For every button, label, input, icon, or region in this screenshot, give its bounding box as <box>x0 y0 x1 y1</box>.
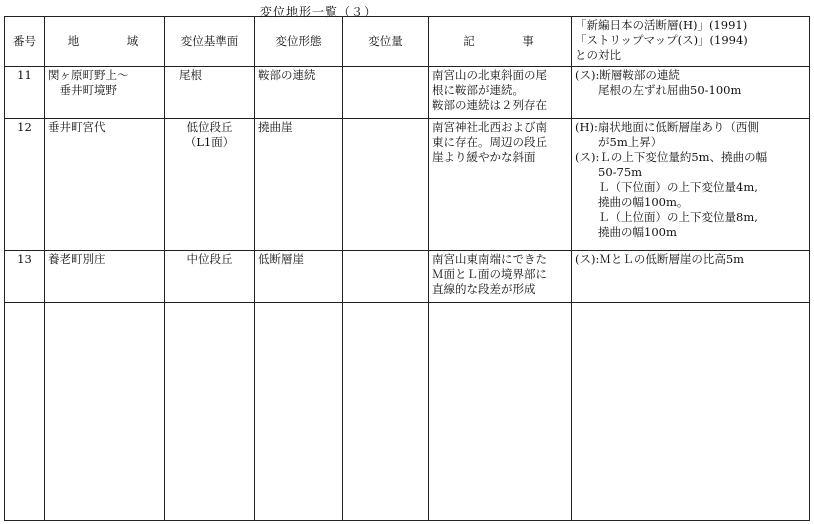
cell-form: 鞍部の連続 <box>255 67 343 119</box>
cell-ref <box>572 67 810 119</box>
note-line: 直線的な段差が形成 <box>432 282 536 296</box>
empty-cell <box>429 303 572 521</box>
header-note: 記 事 <box>429 17 572 67</box>
cell-no: 12 <box>5 119 45 251</box>
cell-area <box>45 67 165 119</box>
base-line: 尾根 <box>179 68 202 82</box>
header-amount: 変位量 <box>343 17 429 67</box>
cell-ref <box>572 119 810 251</box>
page-title: 変位地形一覧（３） <box>260 5 378 19</box>
header-base: 変位基準面 <box>165 17 255 67</box>
cell-form: 低断層崖 <box>255 251 343 303</box>
table-row <box>5 119 810 251</box>
header-row <box>5 17 810 67</box>
cell-note <box>429 119 572 251</box>
cell-note <box>429 251 572 303</box>
note-line: 南宮山東南端にできた <box>432 252 547 266</box>
header-ref <box>572 17 810 67</box>
empty-cell <box>572 303 810 521</box>
cell-amount <box>343 119 429 251</box>
ref-line: 50-75m <box>575 165 643 179</box>
ref-line: 撓曲の幅100m <box>575 225 677 239</box>
header-ref-line: との対比 <box>575 48 621 62</box>
displacement-table <box>4 16 810 521</box>
cell-ref <box>572 251 810 303</box>
base-line: 低位段丘 <box>186 120 233 134</box>
empty-row <box>5 303 810 521</box>
area-line: 垂井町宮代 <box>48 120 106 134</box>
cell-area <box>45 119 165 251</box>
ref-line: 尾根の左ずれ屈曲50-100m <box>575 83 742 97</box>
ref-line: (ス):Ｌの上下変位量約5m、撓曲の幅 <box>575 150 768 164</box>
cell-amount <box>343 251 429 303</box>
cell-base <box>165 67 255 119</box>
cell-no: 13 <box>5 251 45 303</box>
header-ref-line: 「新編日本の活断層(H)」(1991) <box>575 18 748 32</box>
cell-base <box>165 251 255 303</box>
note-line: 根に鞍部が連続。 <box>432 83 524 97</box>
ref-line: (H):扇状地面に低断層崖あり（西側 <box>575 120 759 134</box>
ref-line: Ｌ（下位面）の上下変位量4m, <box>575 180 758 194</box>
area-line: 養老町別庄 <box>48 252 106 266</box>
note-line: 南宮山の北東斜面の尾 <box>432 68 547 82</box>
ref-line: (ス):ＭとＬの低断層崖の比高5m <box>575 252 745 266</box>
note-line: 東に存在。周辺の段丘 <box>432 135 547 149</box>
cell-amount <box>343 67 429 119</box>
base-line: 中位段丘 <box>186 252 233 266</box>
table-row <box>5 67 810 119</box>
note-line: 崖より緩やかな斜面 <box>432 150 536 164</box>
base-line: （L1面） <box>184 135 235 149</box>
empty-cell <box>343 303 429 521</box>
table-row <box>5 251 810 303</box>
header-form: 変位形態 <box>255 17 343 67</box>
cell-area <box>45 251 165 303</box>
area-line: 垂井町境野 <box>48 83 117 97</box>
ref-line: Ｌ（上位面）の上下変位量8m, <box>575 210 758 224</box>
empty-cell <box>5 303 45 521</box>
cell-form: 撓曲崖 <box>255 119 343 251</box>
ref-line: (ス):断層鞍部の連続 <box>575 68 680 82</box>
empty-cell <box>165 303 255 521</box>
header-ref-line: 「ストリップマップ(ス)」(1994) <box>575 33 748 47</box>
cell-no: 11 <box>5 67 45 119</box>
empty-cell <box>45 303 165 521</box>
note-line: Ｍ面とＬ面の境界部に <box>432 267 547 281</box>
empty-cell <box>255 303 343 521</box>
header-no: 番号 <box>5 17 45 67</box>
cell-note <box>429 67 572 119</box>
area-line: 関ヶ原町野上～ <box>48 68 129 82</box>
header-area: 地 域 <box>45 17 165 67</box>
cell-base <box>165 119 255 251</box>
ref-line: が5m上昇） <box>575 135 663 149</box>
note-line: 南宮神社北西および南 <box>432 120 547 134</box>
note-line: 鞍部の連続は２列存在 <box>432 98 547 112</box>
ref-line: 撓曲の幅100m。 <box>575 195 689 209</box>
